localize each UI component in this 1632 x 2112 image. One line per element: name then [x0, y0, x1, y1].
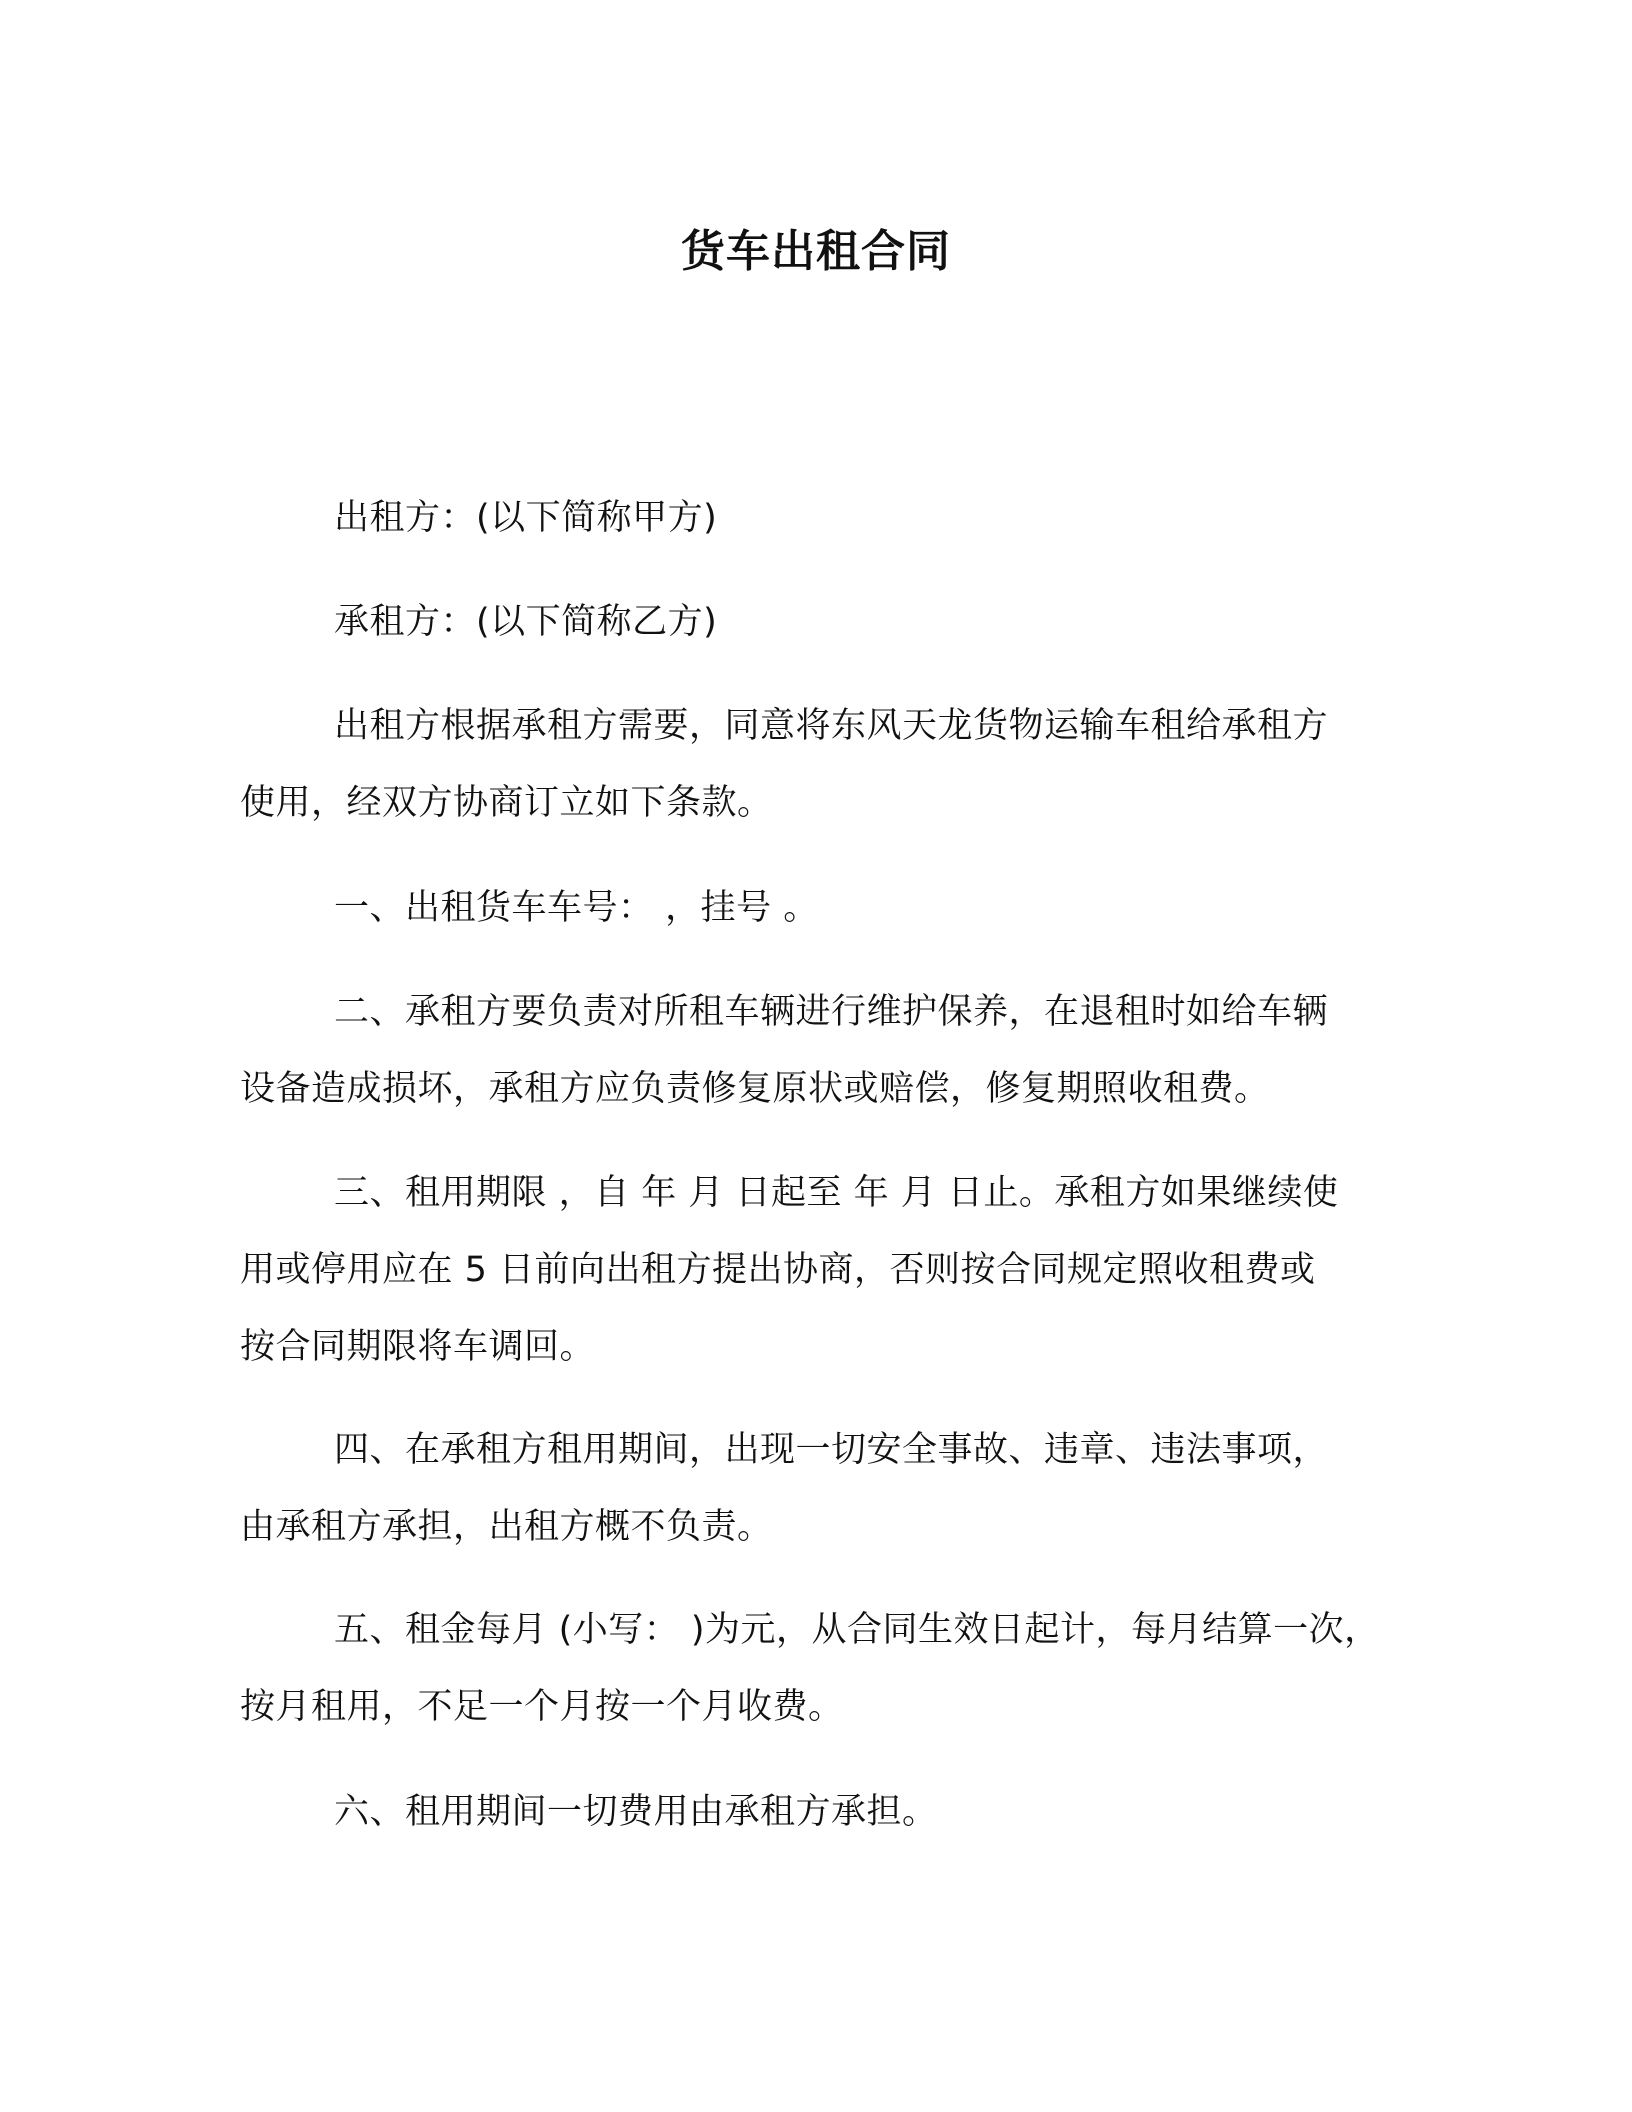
paragraph-line: 用或停用应在 5 日前向出租方提出协商，否则按合同规定照收租费或 — [240, 1250, 1316, 1290]
paragraph-line: 出租方根据承租方需要，同意将东风天龙货物运输车租给承租方 — [334, 706, 1329, 746]
paragraph-lessee — [240, 584, 1450, 661]
paragraph-line: 一、出租货车车号： ，挂号 。 — [334, 888, 819, 928]
paragraph-line: 按月租用，不足一个月按一个月收费。 — [240, 1687, 844, 1727]
paragraph-line: 由承租方承担，出租方概不负责。 — [240, 1507, 773, 1547]
paragraph-line: 六、租用期间一切费用由承租方承担。 — [334, 1792, 938, 1832]
paragraph-line: 四、在承租方租用期间，出现一切安全事故、违章、违法事项， — [334, 1430, 1329, 1470]
clause-1 — [240, 870, 1450, 947]
paragraph-line: 使用，经双方协商订立如下条款。 — [240, 783, 773, 823]
paragraph-line: 三、租用期限 ，自 年 月 日起至 年 月 日止。承租方如果继续使 — [334, 1173, 1339, 1213]
paragraph-lessor — [240, 480, 1450, 557]
clause-4 — [240, 1412, 1450, 1566]
paragraph-intro — [240, 688, 1450, 842]
clause-3 — [240, 1155, 1450, 1386]
paragraph-line: 承租方：(以下简称乙方) — [334, 602, 718, 642]
paragraph-line: 设备造成损坏，承租方应负责修复原状或赔偿，修复期照收租费。 — [240, 1069, 1270, 1109]
document-title: 货车出租合同 — [681, 226, 951, 277]
clause-5 — [240, 1592, 1450, 1746]
paragraph-line: 二、承租方要负责对所租车辆进行维护保养，在退租时如给车辆 — [334, 992, 1329, 1032]
clause-6 — [240, 1774, 1450, 1851]
paragraph-line: 出租方：(以下简称甲方) — [334, 498, 718, 538]
paragraph-line: 五、租金每月 (小写： )为元，从合同生效日起计，每月结算一次， — [334, 1610, 1380, 1650]
clause-2 — [240, 974, 1450, 1128]
paragraph-line: 按合同期限将车调回。 — [240, 1327, 596, 1367]
